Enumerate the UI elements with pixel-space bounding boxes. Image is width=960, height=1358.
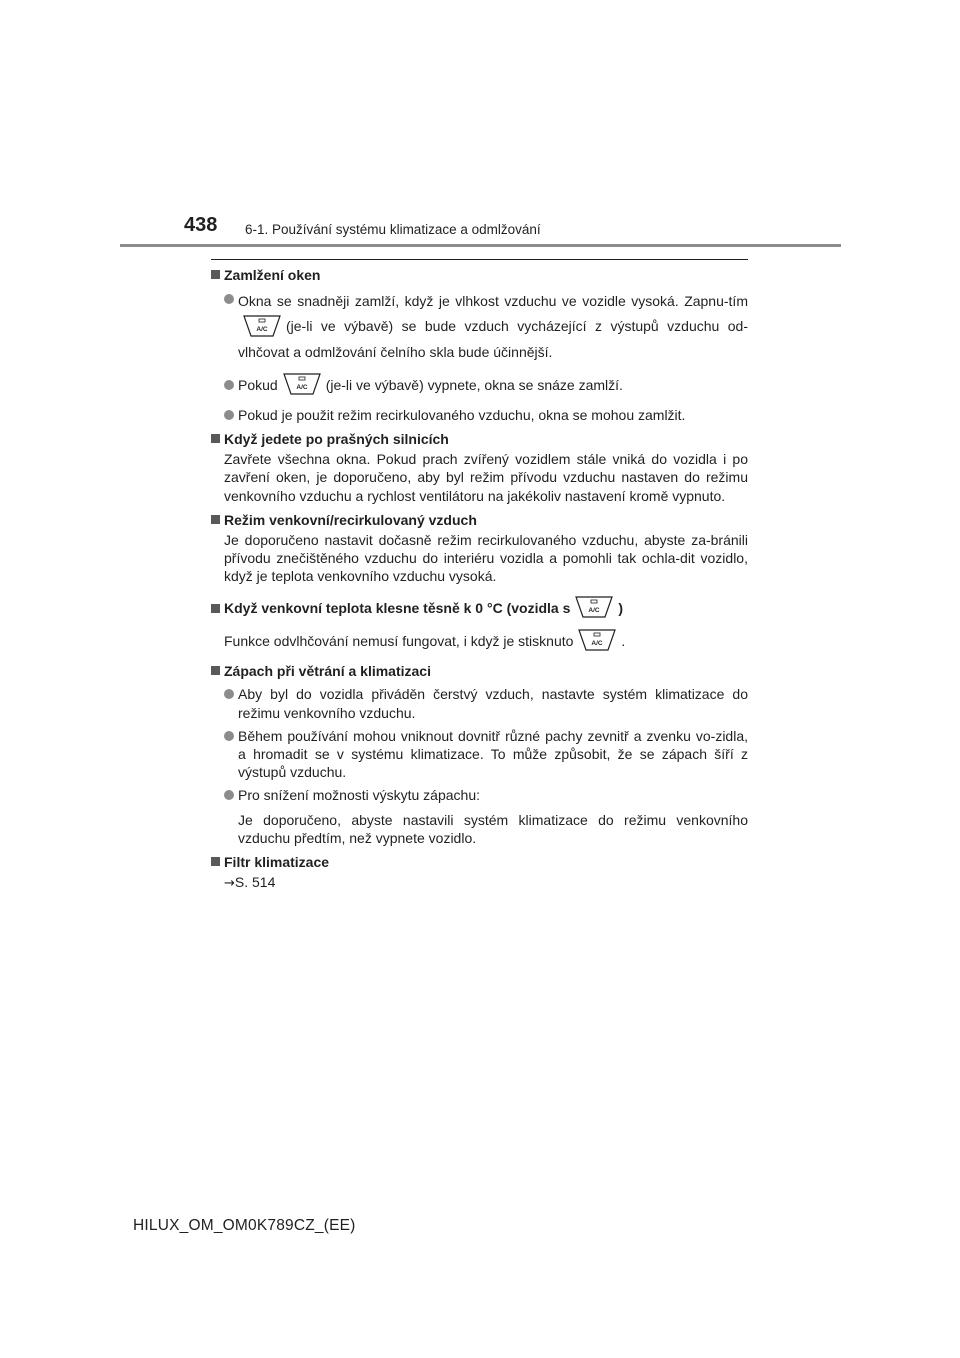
section-title: Režim venkovní/recirkulovaný vzduch [224,511,477,528]
section-text-part: Funkce odvlhčování nemusí fungovat, i když je stisknuto [224,632,574,649]
svg-text:A/C: A/C [296,383,308,391]
square-bullet-icon [211,857,220,866]
round-bullet-icon [224,410,234,420]
item-text: (je-li ve výbavě) se bude vzduch vycházející z výstupů vzduchu od-vlhčovat a odmlžování čelního skla bude účinnější. [238,318,748,360]
round-bullet-icon [224,790,234,800]
list-item [211,685,748,721]
item-text: Během používání mohou vniknout dovnitř různé pachy zevnitř a zvenku vo-zidla, a hromadit se v systému klimatizace. To může způsobit, že se zápach šíří z výstupů vzduchu. [238,727,748,781]
section-heading-dusty-roads [211,430,748,448]
item-text: (je-li ve výbavě) vypnete, okna se snáze zamlží. [325,376,623,393]
square-bullet-icon [211,604,220,613]
section-title: ) [618,599,624,616]
square-bullet-icon [211,270,220,279]
list-item [211,373,748,398]
item-subtext: Je doporučeno, abyste nastavili systém klimatizace do režimu venkovního vzduchu předtím, než vypnete vozidlo. [238,811,748,846]
ac-button-icon [577,628,617,652]
round-bullet-icon [224,380,234,390]
square-bullet-icon [211,666,220,675]
item-text: Pokud [238,376,278,393]
list-item [211,289,748,364]
list-item [211,406,748,424]
section-text: Zavřete všechna okna. Pokud prach zvířený vozidlem stále vniká do vozidla i po zavření oken, je doporučeno, aby byl režim přívodu vzduchu nastaven do režimu venkovního vzduchu a rychlost ventilátoru na jakékoliv nastavení kromě vypnuto. [224,451,748,504]
item-text: Pro snížení možnosti výskytu zápachu: [238,787,480,804]
section-heading-low-temperature [211,596,748,621]
section-title: Když jedete po prašných silnicích [224,431,449,447]
list-item [211,727,748,782]
section-heading-window-fogging [211,266,748,284]
square-bullet-icon [211,515,220,524]
reference-link[interactable]: S. 514 [234,874,276,891]
page-number: 438 [184,214,218,236]
reference-arrow-icon: → [224,876,235,892]
section-title: Zamlžení oken [224,267,321,283]
item-text: Aby byl do vozidla přiváděn čerstvý vzduch, nastavte systém klimatizace do režimu venkovního vzduchu. [238,686,748,721]
chapter-title: 6-1. Používání systému klimatizace a odmlžování [245,222,541,237]
page-content [211,266,748,893]
square-bullet-icon [211,434,220,443]
content-rule [211,259,748,260]
header-rule [120,244,841,247]
round-bullet-icon [224,689,234,699]
round-bullet-icon [224,294,234,304]
svg-text:A/C: A/C [591,640,604,648]
ac-button-icon [242,314,282,338]
item-text: Pokud je použit režim recirkulovaného vzduchu, okna se mohou zamlžit. [238,406,686,423]
section-heading-ac-filter [211,853,748,871]
svg-text:A/C: A/C [256,325,268,333]
document-code: HILUX_OM_OM0K789CZ_(EE) [133,1217,356,1234]
section-title: Filtr klimatizace [224,854,330,871]
ac-button-icon [282,372,322,396]
section-title: Když venkovní teplota klesne těsně k 0 °C (vozidla s [224,599,571,616]
section-text [211,629,748,654]
section-heading-air-mode [211,511,748,529]
round-bullet-icon [224,731,234,741]
section-text: Je doporučeno nastavit dočasně režim recirkulovaného vzduchu, abyste za-bránili přívodu znečištěného vzduchu do interiéru vozidla a pomohli tak ochla-dit vozidlo, když je teplota venkovního vzduchu vysoká. [224,532,748,585]
section-title: Zápach při větrání a klimatizaci [224,663,431,680]
section-heading-odor [211,662,748,680]
item-text: Okna se snadněji zamlží, když je vlhkost vzduchu ve vozidle vysoká. Zapnu-tím [238,293,748,310]
svg-text:A/C: A/C [588,606,600,614]
page-reference[interactable] [211,873,748,893]
list-item [211,786,748,804]
ac-button-icon [574,595,614,619]
section-text-part: . [621,632,626,649]
